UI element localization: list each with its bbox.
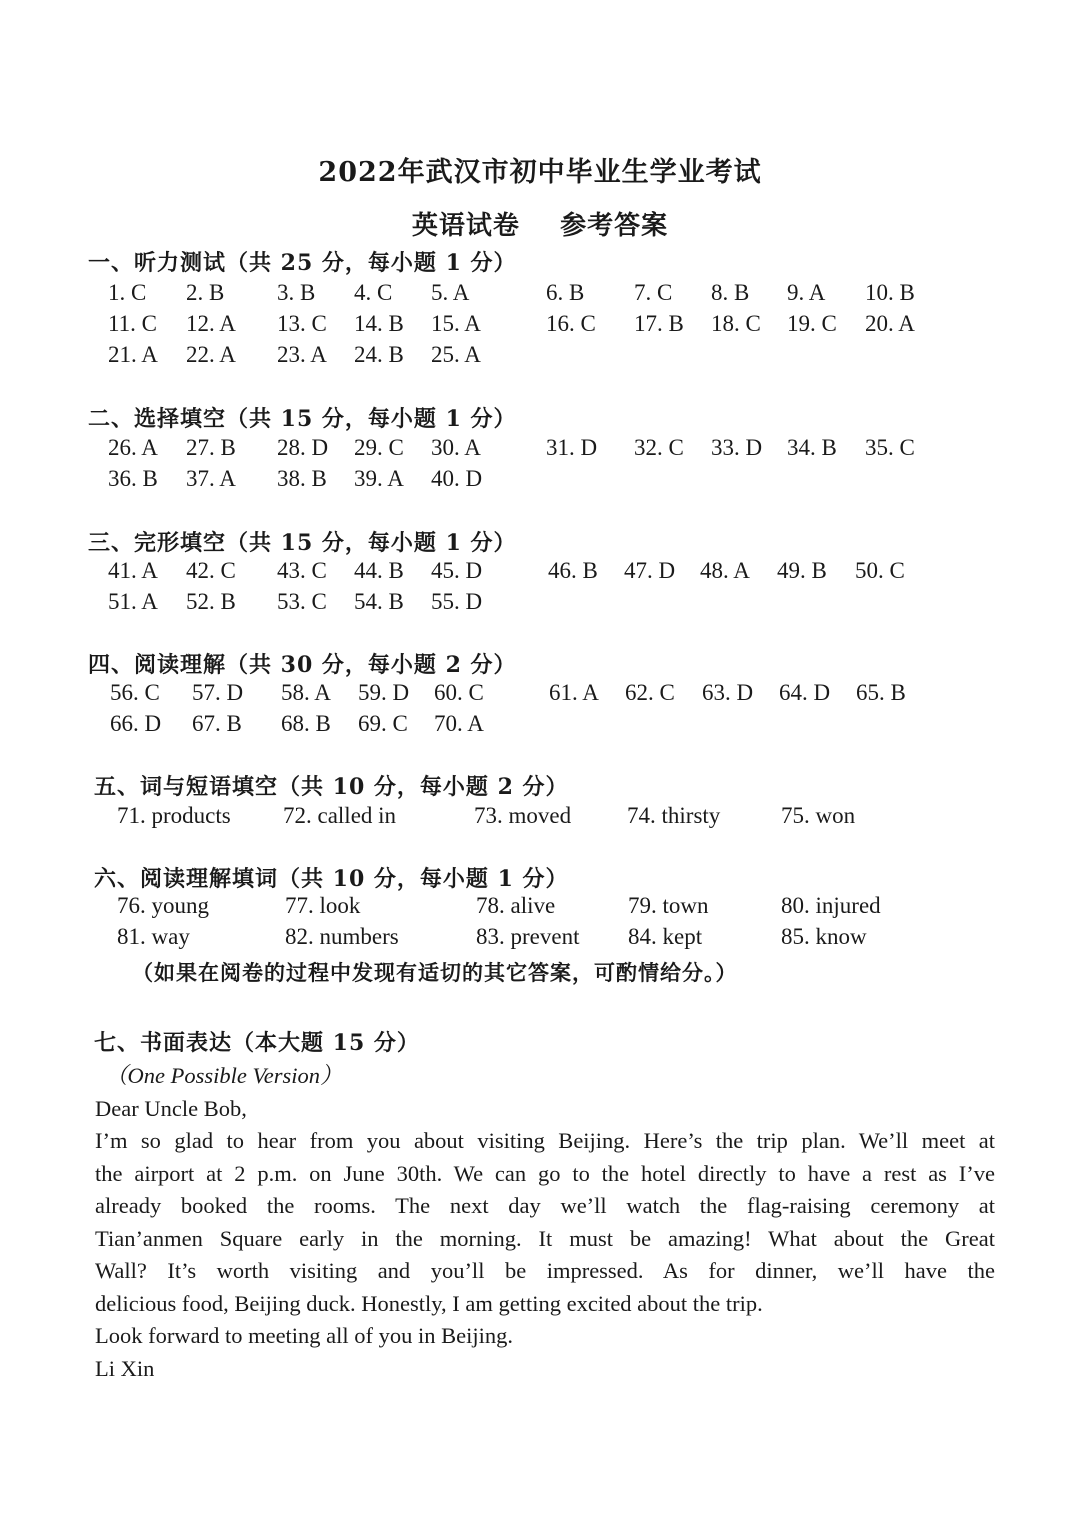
answer-item: 7. C <box>634 280 673 305</box>
answer-item: 80. injured <box>781 893 881 918</box>
answer-row <box>0 280 1080 310</box>
answer-item: 44. B <box>354 558 404 583</box>
answer-item: 23. A <box>277 342 327 367</box>
section-heading-writing: 七、书面表达（本大题 15 分） <box>94 1030 420 1056</box>
answer-item: 84. kept <box>628 924 703 949</box>
answer-row <box>0 803 1080 833</box>
answer-item: 43. C <box>277 558 327 583</box>
answer-item: 49. B <box>777 558 827 583</box>
answer-item: 78. alive <box>476 893 556 918</box>
answer-item: 50. C <box>855 558 905 583</box>
answer-item: 17. B <box>634 311 684 336</box>
answer-item: 26. A <box>108 435 158 460</box>
answer-item: 66. D <box>110 711 162 736</box>
answer-item: 71. products <box>117 803 231 828</box>
answer-item: 13. C <box>277 311 327 336</box>
answer-item: 30. A <box>431 435 481 460</box>
section-heading-multiple-choice: 二、选择填空（共 15 分，每小题 1 分） <box>88 406 517 432</box>
essay-line: Tian’anmen Square early in the morning. It must be amazing! What about the Great <box>95 1225 995 1251</box>
answer-item: 56. C <box>110 680 160 705</box>
answer-row <box>0 711 1080 741</box>
answer-item: 79. town <box>628 893 709 918</box>
essay-version-label: （One Possible Version） <box>105 1063 343 1088</box>
section-heading-reading-fill: 六、阅读理解填词（共 10 分，每小题 1 分） <box>94 866 569 892</box>
model-essay <box>95 1060 995 1385</box>
answer-row <box>0 680 1080 710</box>
answer-item: 81. way <box>117 924 190 949</box>
answer-item: 73. moved <box>474 803 572 828</box>
answer-item: 62. C <box>625 680 675 705</box>
answer-item: 70. A <box>434 711 484 736</box>
answer-item: 46. B <box>548 558 598 583</box>
answer-item: 39. A <box>354 466 404 491</box>
answer-item: 64. D <box>779 680 831 705</box>
answer-item: 76. young <box>117 893 209 918</box>
answer-item: 83. prevent <box>476 924 580 949</box>
answer-item: 67. B <box>192 711 242 736</box>
answer-row <box>0 311 1080 341</box>
answer-item: 72. called in <box>283 803 397 828</box>
answer-item: 68. B <box>281 711 331 736</box>
answer-item: 25. A <box>431 342 481 367</box>
answer-item: 21. A <box>108 342 158 367</box>
section-heading-reading: 四、阅读理解（共 30 分，每小题 2 分） <box>88 652 517 678</box>
essay-line: Wall? It’s worth visiting and you’ll be impressed. As for dinner, we’ll have the <box>95 1258 995 1283</box>
answer-item: 37. A <box>186 466 236 491</box>
answer-item: 19. C <box>787 311 837 336</box>
answer-row <box>0 342 1080 372</box>
answer-item: 65. B <box>856 680 906 705</box>
answer-item: 38. B <box>277 466 327 491</box>
answer-item: 57. D <box>192 680 244 705</box>
essay-closing: Look forward to meeting all of you in Beijing. <box>95 1323 514 1348</box>
answer-item: 34. B <box>787 435 837 460</box>
section-heading-listening: 一、听力测试（共 25 分，每小题 1 分） <box>88 250 517 276</box>
answer-item: 41. A <box>108 558 158 583</box>
answer-row <box>0 466 1080 496</box>
answer-item: 12. A <box>186 311 236 336</box>
answer-item: 54. B <box>354 589 404 614</box>
answer-item: 59. D <box>358 680 410 705</box>
answer-row <box>0 558 1080 588</box>
essay-signature: Li Xin <box>95 1355 155 1381</box>
answer-row <box>0 589 1080 619</box>
answer-item: 35. C <box>865 435 915 460</box>
essay-greeting: Dear Uncle Bob, <box>95 1095 247 1121</box>
answer-item: 60. C <box>434 680 484 705</box>
answer-item: 6. B <box>546 280 585 305</box>
answer-item: 29. C <box>354 435 404 460</box>
answer-item: 5. A <box>431 280 470 305</box>
answer-row <box>0 924 1080 954</box>
answer-item: 52. B <box>186 589 236 614</box>
answer-item: 8. B <box>711 280 750 305</box>
answer-item: 14. B <box>354 311 404 336</box>
answer-item: 16. C <box>546 311 596 336</box>
answer-item: 27. B <box>186 435 236 460</box>
answer-item: 61. A <box>549 680 599 705</box>
answer-item: 28. D <box>277 435 329 460</box>
answer-item: 85. know <box>781 924 867 949</box>
answer-item: 51. A <box>108 589 158 614</box>
answer-item: 33. D <box>711 435 763 460</box>
answer-item: 22. A <box>186 342 236 367</box>
answer-item: 55. D <box>431 589 483 614</box>
answer-item: 74. thirsty <box>627 803 721 828</box>
essay-line: already booked the rooms. The next day we’ll watch the flag-raising ceremony at <box>95 1193 995 1218</box>
answer-item: 15. A <box>431 311 481 336</box>
page-title: 2022年武汉市初中毕业生学业考试 <box>318 157 762 188</box>
answer-item: 45. D <box>431 558 483 583</box>
answer-item: 1. C <box>108 280 147 305</box>
answer-item: 4. C <box>354 280 393 305</box>
answer-item: 77. look <box>285 893 361 918</box>
grading-note: （如果在阅卷的过程中发现有适切的其它答案，可酌情给分。） <box>132 960 738 985</box>
answer-item: 10. B <box>865 280 915 305</box>
essay-line: delicious food, Beijing duck. Honestly, I am getting excited about the trip. <box>95 1290 763 1316</box>
answer-item: 58. A <box>281 680 331 705</box>
answer-item: 24. B <box>354 342 404 367</box>
answer-item: 40. D <box>431 466 483 491</box>
essay-line: I’m so glad to hear from you about visiting Beijing. Here’s the trip plan. We’ll meet at <box>95 1128 995 1153</box>
answer-item: 75. won <box>781 803 856 828</box>
answer-item: 9. A <box>787 280 826 305</box>
answer-item: 69. C <box>358 711 408 736</box>
answer-item: 31. D <box>546 435 598 460</box>
section-heading-cloze: 三、完形填空（共 15 分，每小题 1 分） <box>88 530 517 556</box>
essay-line: the airport at 2 p.m. on June 30th. We can go to the hotel directly to have a rest as I’ve <box>95 1160 995 1186</box>
answer-item: 63. D <box>702 680 754 705</box>
page-subtitle: 英语试卷 参考答案 <box>411 211 669 241</box>
answer-item: 2. B <box>186 280 225 305</box>
answer-item: 36. B <box>108 466 158 491</box>
answer-item: 53. C <box>277 589 327 614</box>
answer-item: 82. numbers <box>285 924 399 949</box>
answer-item: 18. C <box>711 311 761 336</box>
answer-item: 20. A <box>865 311 915 336</box>
answer-row <box>0 893 1080 923</box>
answer-item: 11. C <box>108 311 157 336</box>
answer-row <box>0 435 1080 465</box>
answer-item: 42. C <box>186 558 236 583</box>
answer-item: 48. A <box>700 558 750 583</box>
section-heading-word-phrase: 五、词与短语填空（共 10 分，每小题 2 分） <box>94 774 569 800</box>
answer-item: 32. C <box>634 435 684 460</box>
answer-item: 3. B <box>277 280 316 305</box>
answer-item: 47. D <box>624 558 676 583</box>
